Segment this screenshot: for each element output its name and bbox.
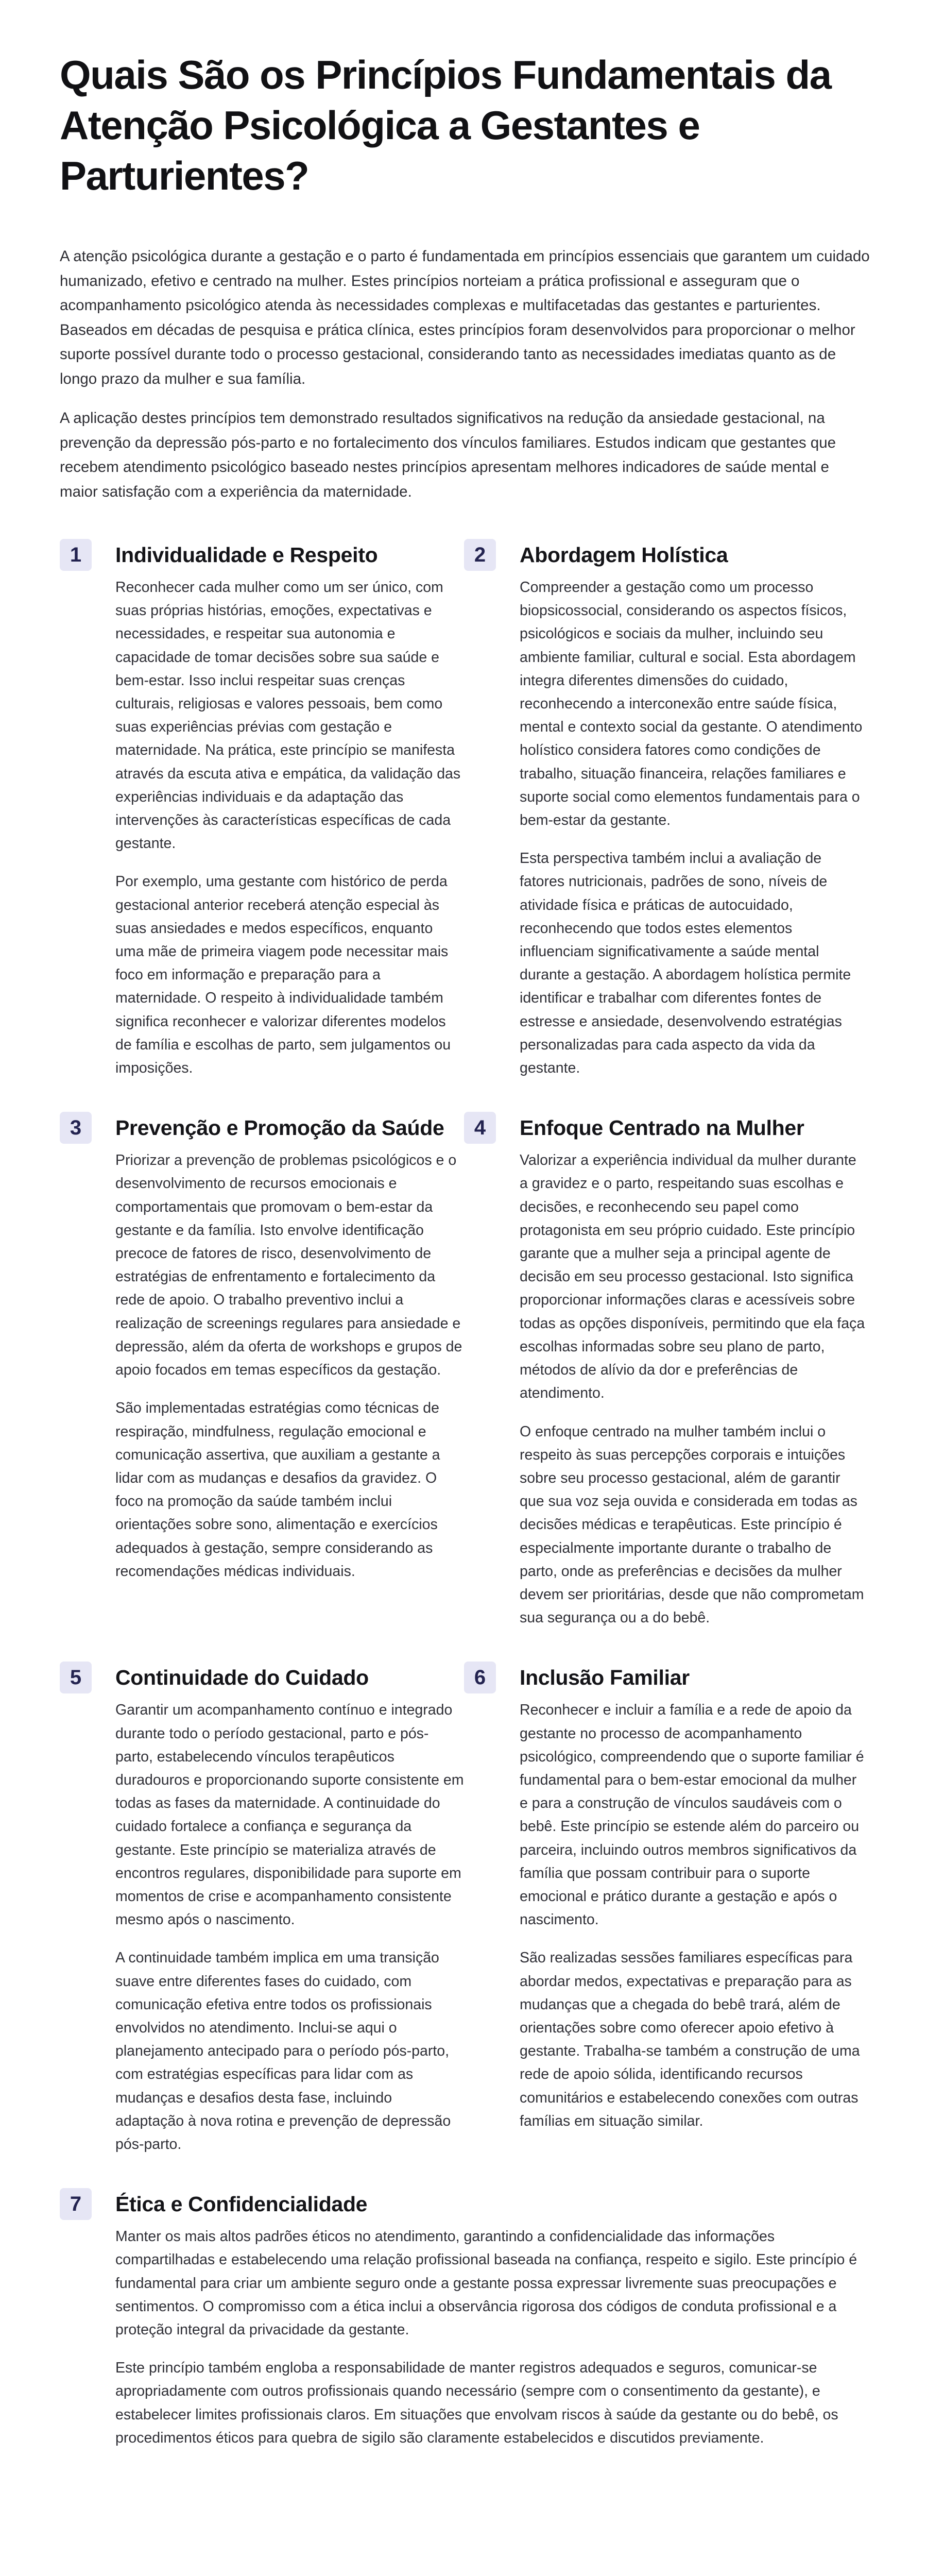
- principle-paragraph: Esta perspectiva também inclui a avaliação de fatores nutricionais, padrões de sono, níveis de atividade física e práticas de autocuidado, reconhecendo que todos estes elementos influenciam significativamente a saúde mental durante a gestação. A abordagem holística permite identificar e trabalhar com diferentes fontes de estresse e ansiedade, desenvolvendo estratégias personalizadas para cada aspecto da vida da gestante.: [520, 850, 851, 1077]
- principle-5: [60, 1662, 464, 2156]
- principle-number-badge: 2: [464, 539, 496, 571]
- principle-6: [464, 1662, 868, 2156]
- principle-paragraph: Reconhecer cada mulher como um ser único, com suas próprias histórias, emoções, expectativas e necessidades, e respeitar sua autonomia e capacidade de tomar decisões sobre sua saúde e bem-estar. Isso inclui respeitar suas crenças culturais, religiosas e valores pessoais, bem como suas experiências prévias com gestação e maternidade. Na prática, este princípio se manifesta através da escuta ativa e empática, da validação das experiências individuais e da adaptação das intervenções às características específicas de cada gestante.: [115, 579, 461, 852]
- principle-number-badge: 7: [60, 2188, 92, 2220]
- principle-paragraph: Compreender a gestação como um processo biopsicossocial, considerando os aspectos físicos, psicológicos e sociais da mulher, incluindo seu ambiente familiar, cultural e social. Esta abordagem integra diferentes dimensões do cuidado, reconhecendo a interconexão entre saúde física, mental e contexto social da gestante. O atendimento holístico considera fatores como condições de trabalho, situação financeira, relações familiares e suporte social como elementos fundamentais para o bem-estar da gestante.: [520, 579, 863, 829]
- principle-title: Abordagem Holística: [520, 543, 728, 567]
- principle-title: Inclusão Familiar: [520, 1666, 690, 1690]
- principle-3: [60, 1112, 464, 1630]
- intro-section: [60, 244, 870, 504]
- principle-2: [464, 539, 868, 1080]
- principle-number-badge: 1: [60, 539, 92, 571]
- intro-paragraph: A aplicação destes princípios tem demonstrado resultados significativos na redução da ansiedade gestacional, na prevenção da depressão pós-parto e no fortalecimento dos vínculos familiares. Estudos indicam que gestantes que recebem atendimento psicológico baseado nestes princípios apresentam melhores indicadores de saúde mental e maior satisfação com a experiência da maternidade.: [60, 410, 836, 500]
- page-title: Quais São os Princípios Fundamentais da Atenção Psicológica a Gestantes e Parturientes?: [60, 52, 831, 198]
- intro-paragraph: A atenção psicológica durante a gestação e o parto é fundamentada em princípios essenciais que garantem um cuidado humanizado, efetivo e centrado na mulher. Estes princípios norteiam a prática profissional e asseguram que o acompanhamento psicológico atenda às necessidades complexas e multifacetadas das gestantes e parturientes. Baseados em décadas de pesquisa e prática clínica, estes princípios foram desenvolvidos para proporcionar o melhor suporte possível durante todo o processo gestacional, considerando tanto as necessidades imediatas quanto as de longo prazo da mulher e sua família.: [60, 248, 870, 387]
- principle-number-badge: 4: [464, 1112, 496, 1144]
- principle-paragraph: São realizadas sessões familiares específicas para abordar medos, expectativas e preparação para as mudanças que a chegada do bebê trará, além de orientações sobre como oferecer apoio efetivo à gestante. Trabalha-se também a construção de uma rede de apoio sólida, identificando recursos comunitários e estabelecendo conexões com outras famílias em situação similar.: [520, 1950, 860, 2129]
- principle-title: Prevenção e Promoção da Saúde: [115, 1116, 444, 1140]
- principle-paragraph: Priorizar a prevenção de problemas psicológicos e o desenvolvimento de recursos emocionais e comportamentais que promovam o bem-estar da gestante e da família. Isto envolve identificação precoce de fatores de risco, desenvolvimento de estratégias de enfrentamento e fortalecimento da rede de apoio. O trabalho preventivo inclui a realização de screenings regulares para ansiedade e depressão, além da oferta de workshops e grupos de apoio focados em temas específicos da gestação.: [115, 1152, 462, 1379]
- principle-number-badge: 6: [464, 1662, 496, 1693]
- principle-1: [60, 539, 464, 1080]
- principle-paragraph: Este princípio também engloba a responsabilidade de manter registros adequados e seguros, comunicar-se apropriadamente com outros profissionais quando necessário (sempre com o consentimento da gestante), e estabelecer limites profissionais claros. Em situações que envolvam riscos à saúde da gestante ou do bebê, os procedimentos éticos para quebra de sigilo são claramente estabelecidos e discutidos previamente.: [115, 2360, 838, 2446]
- principle-number-badge: 5: [60, 1662, 92, 1693]
- principle-paragraph: A continuidade também implica em uma transição suave entre diferentes fases do cuidado, com comunicação efetiva entre todos os profissionais envolvidos no atendimento. Inclui-se aqui o planejamento antecipado para o período pós-parto, com estratégias específicas para lidar com as mudanças e desafios desta fase, incluindo adaptação à nova rotina e prevenção de depressão pós-parto.: [115, 1950, 451, 2153]
- principle-paragraph: Por exemplo, uma gestante com histórico de perda gestacional anterior receberá atenção especial às suas ansiedades e medos específicos, enquanto uma mãe de primeira viagem pode necessitar mais foco em informação e preparação para a maternidade. O respeito à individualidade também significa reconhecer e valorizar diferentes modelos de família e escolhas de parto, sem julgamentos ou imposições.: [115, 873, 451, 1077]
- principle-paragraph: Valorizar a experiência individual da mulher durante a gravidez e o parto, respeitando suas escolhas e decisões, e reconhecendo seu papel como protagonista em seu próprio cuidado. Este princípio garante que a mulher seja a principal agente de decisão em seu processo gestacional. Isto significa proporcionar informações claras e acessíveis sobre todas as opções disponíveis, permitindo que ela faça escolhas informadas sobre seu plano de parto, métodos de alívio da dor e preferências de atendimento.: [520, 1152, 865, 1402]
- principles-list: [60, 539, 867, 2450]
- principle-4: [464, 1112, 868, 1630]
- principle-title: Enfoque Centrado na Mulher: [520, 1116, 804, 1140]
- principle-paragraph: Garantir um acompanhamento contínuo e integrado durante todo o período gestacional, parto e pós-parto, estabelecendo vínculos terapêuticos duradouros e proporcionando suporte consistente em todas as fases da maternidade. A continuidade do cuidado fortalece a confiança e segurança da gestante. Este princípio se materializa através de encontros regulares, disponibilidade para suporte em momentos de crise e acompanhamento consistente mesmo após o nascimento.: [115, 1702, 464, 1928]
- principle-title: Continuidade do Cuidado: [115, 1666, 369, 1690]
- principle-paragraph: Reconhecer e incluir a família e a rede de apoio da gestante no processo de acompanhamento psicológico, compreendendo que o suporte familiar é fundamental para o bem-estar emocional da mulher e para a construção de vínculos saudáveis com o bebê. Este princípio se estende além do parceiro ou parceira, incluindo outros membros significativos da família que possam contribuir para o suporte emocional e prático durante a gestação e após o nascimento.: [520, 1702, 864, 1928]
- principle-paragraph: Manter os mais altos padrões éticos no atendimento, garantindo a confidencialidade das informações compartilhadas e estabelecendo uma relação profissional baseada na confiança, respeito e sigilo. Este princípio é fundamental para criar um ambiente seguro onde a gestante possa expressar livremente suas preocupações e sentimentos. O compromisso com a ética inclui a observância rigorosa dos códigos de conduta profissional e a proteção integral da privacidade da gestante.: [115, 2228, 857, 2338]
- principle-7: [60, 2188, 868, 2450]
- principle-title: Individualidade e Respeito: [115, 543, 378, 567]
- principle-paragraph: São implementadas estratégias como técnicas de respiração, mindfulness, regulação emocional e comunicação assertiva, que auxiliam a gestante a lidar com as mudanças e desafios da gravidez. O foco na promoção da saúde também inclui orientações sobre sono, alimentação e exercícios adequados à gestação, sempre considerando as recomendações médicas individuais.: [115, 1400, 440, 1580]
- principle-paragraph: O enfoque centrado na mulher também inclui o respeito às suas percepções corporais e intuições sobre seu processo gestacional, além de garantir que sua voz seja ouvida e considerada em todas as decisões médicas e terapêuticas. Este princípio é especialmente importante durante o trabalho de parto, onde as preferências e decisões da mulher devem ser prioritárias, desde que não comprometam sua segurança ou a do bebê.: [520, 1423, 864, 1626]
- principle-title: Ética e Confidencialidade: [115, 2192, 368, 2216]
- principle-number-badge: 3: [60, 1112, 92, 1144]
